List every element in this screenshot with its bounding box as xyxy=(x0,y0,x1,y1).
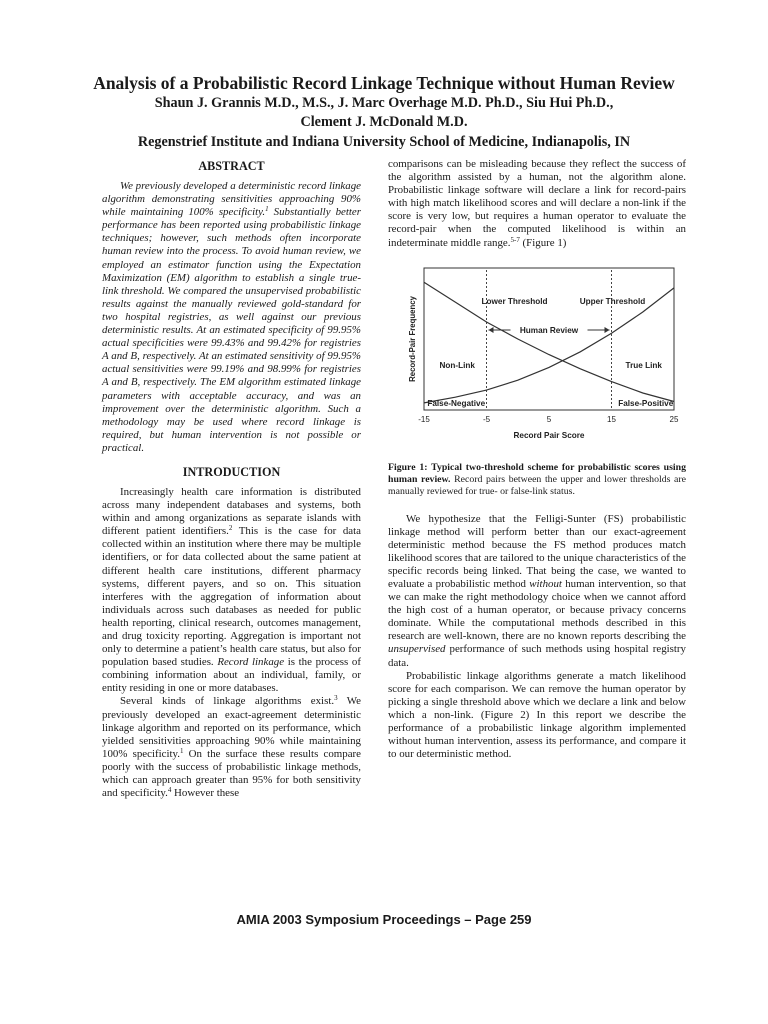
lower-threshold-label: Lower Threshold xyxy=(481,296,548,306)
figure-1-caption: Figure 1: Typical two-threshold scheme for probabilistic scores using human review. Record pairs between the upper and lower thresholds are manually reviewed for true- or false-link status. xyxy=(388,461,686,498)
abstract-heading: ABSTRACT xyxy=(198,159,265,173)
page-header xyxy=(0,72,768,152)
human-review-label: Human Review xyxy=(519,325,579,335)
intro-paragraph-1: Increasingly health care information is distributed across many independent databases and systems, both within and among organizations as separate islands with different patient identifiers.$^2$ This is the case for data collected within an institution where there may be multiple identifiers, or for data collected about the same patient at different health care institutions, different pharmacy systems, different payers, and so on. This situation interferes with the aggregation of information about individuals across such databases as needed for public health reporting, clinical research, outcomes management, and drug toxicity reporting. Aggregation is important not only to determine a patient’s health care status, but also for population based studies. Record linkage is the process of combining information about an individual, family, or entity residing in one or more databases. xyxy=(102,485,361,695)
false-negative-label: False-Negative xyxy=(427,398,486,408)
threshold-paragraph: Probabilistic linkage algorithms generate a match likelihood score for each comparison. We can remove the human operator by picking a single threshold above which we declare a link and below which a non-link. (Figure 2) In this report we describe the performance of a probabilistic linkage algorithm implemented without human intervention, assess its performance, and compare it to our deterministic method. xyxy=(388,669,686,761)
right-column xyxy=(388,158,686,761)
x-tick-label: 15 xyxy=(607,414,616,424)
human-review-arrowhead-left xyxy=(489,327,494,333)
introduction-heading: INTRODUCTION xyxy=(182,464,281,479)
paper-title: Analysis of a Probabilistic Record Linkage Technique without Human Review xyxy=(93,73,675,93)
continued-paragraph: comparisons can be misleading because they reflect the success of the algorithm assisted by a human, not the algorithm alone. Probabilistic linkage software will declare a link for record-pairs with high match likelihood scores and will declare a non-link if the score is very low, but requires a human operator to evaluate the record-pair when the computed likelihood is within an indeterminate middle range.$^{5-7}$ (Figure 1) xyxy=(388,158,686,249)
x-tick-label: -15 xyxy=(418,414,430,424)
affiliation: Regenstrief Institute and Indiana University School of Medicine, Indianapolis, IN xyxy=(137,134,631,150)
false-positive-label: False-Positive xyxy=(618,398,674,408)
x-tick-label: -5 xyxy=(482,414,491,424)
page-footer: AMIA 2003 Symposium Proceedings – Page 259 xyxy=(236,912,532,927)
citation-superscript: 2 xyxy=(228,524,233,533)
citation-superscript: 3 xyxy=(334,694,338,703)
non-link-label: Non-Link xyxy=(439,360,475,370)
true-link-label: True Link xyxy=(625,360,662,370)
hypothesis-paragraph: We hypothesize that the Felligi-Sunter (FS) probabilistic linkage method will perform better than our exact-agreement deterministic method because the FS method produces match likelihood scores that are tailored to the unique characteristics of the specific records being linked. That being the case, we wanted to evaluate a probabilistic method without human intervention, so that we can make the right methodology choice when we cannot afford the high cost of a human operator, or because privacy concerns dominate. While the computational methods described in this research are well-known, there are no known reports describing the unsupervised performance of such methods using hospital registry data. xyxy=(388,512,686,669)
left-column xyxy=(102,158,361,800)
citation-superscript: 1 xyxy=(179,746,184,755)
citation-superscript: 1 xyxy=(265,205,269,214)
record-linkage-term: Record linkage xyxy=(217,656,285,669)
x-axis-label: Record Pair Score xyxy=(513,430,585,440)
citation-superscript: 4 xyxy=(167,786,172,795)
y-axis-label: Record-Pair Frequency xyxy=(408,295,417,382)
figure-1-chart xyxy=(398,262,682,454)
figure-1 xyxy=(398,262,682,454)
intro-paragraph-2: Several kinds of linkage algorithms exist.$^3$ We previously developed an exact-agreement deterministic linkage algorithm and reported on its performance, which yielded sensitivities approaching 90% while maintaining 100% specificity.$^1$ On the surface these results compare poorly with the success of probabilistic linkage methods, which can approach greater than 95% for both sensitivity and specificity.$^4$ However these xyxy=(102,694,361,800)
x-tick-label: 25 xyxy=(669,414,679,424)
citation-superscript: 5-7 xyxy=(510,235,520,244)
author-list: Shaun J. Grannis M.D., M.S., J. Marc Overhage M.D. Ph.D., Siu Hui Ph.D., xyxy=(154,95,614,111)
plot-frame xyxy=(424,268,674,410)
abstract-paragraph: We previously developed a deterministic record linkage algorithm demonstrating sensitivities approaching 90% while maintaining 100% specificity.$^1$ Substantially better performance has been reported using probabilistic linkage techniques; however, such methods often incorporate human review into the process. To avoid human review, we employed an estimator function using the Expectation Maximization (EM) algorithm to establish a single true-link threshold. We compared the unsupervised probabilistic results against the manually reviewed gold-standard for two hospital registries, as well against our previous deterministic results. At an estimated specificity of 99.95% actual specificities were 99.43% and 99.42% for registries A and B, respectively. At an estimated sensitivity of 99.95% actual sensitivities were 99.19% and 98.99% for registries A and B, respectively. The EM algorithm estimated linkage parameters with acceptable accuracy, and was an improvement over the deterministic algorithm. Such a methodology may be used where record linkage is required, but human intervention is not possible or practical. xyxy=(102,180,361,454)
upper-threshold-label: Upper Threshold xyxy=(579,296,646,306)
x-tick-label: 5 xyxy=(546,414,552,424)
human-review-arrowhead-right xyxy=(605,327,610,333)
author-list-continued: Clement J. McDonald M.D. xyxy=(300,114,468,130)
